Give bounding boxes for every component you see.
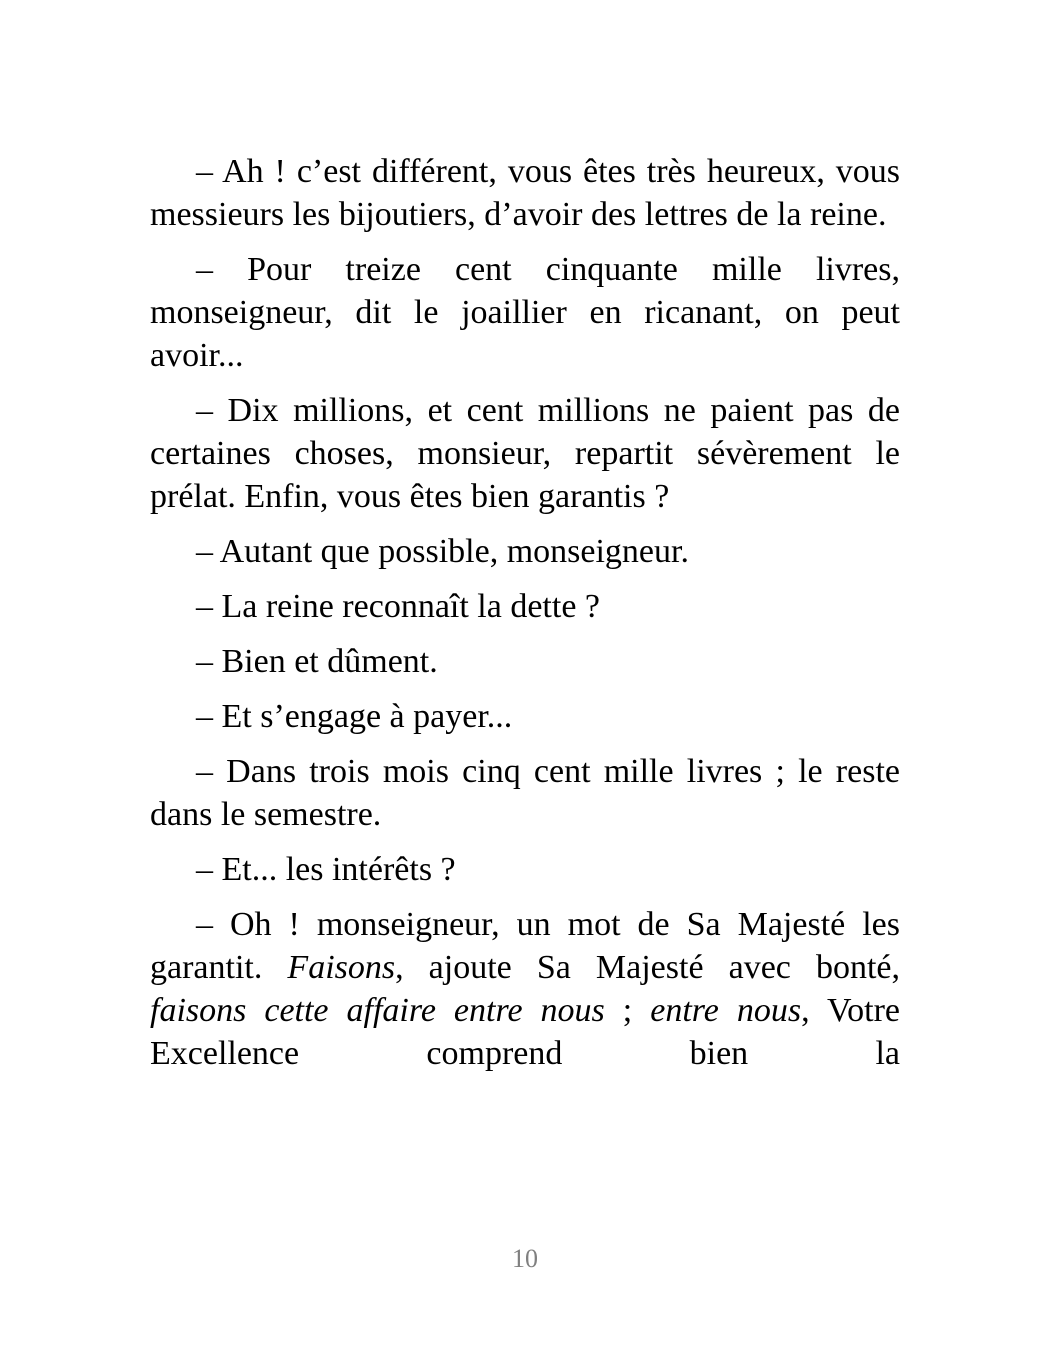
page-body	[150, 150, 900, 1087]
paragraph: – Ah ! c’est différent, vous êtes très heureux, vous messieurs les bijoutiers, d’avoir des lettres de la reine.	[150, 153, 900, 233]
paragraph: – Dix millions, et cent millions ne paient pas de certaines choses, monsieur, repartit sévèrement le prélat. Enfin, vous êtes bien garantis ?	[150, 392, 900, 515]
page-number: 10	[512, 1244, 538, 1273]
paragraph-last	[150, 903, 900, 1075]
text-segment: , ajoute Sa Majesté avec bonté,	[395, 949, 900, 986]
text-segment: , Votre Excellence comprend bien la	[150, 992, 900, 1072]
text-segment: ;	[604, 992, 651, 1029]
paragraph: – La reine reconnaît la dette ?	[196, 588, 600, 625]
paragraph: – Et... les intérêts ?	[196, 851, 456, 888]
paragraph: – Bien et dûment.	[196, 643, 438, 680]
paragraph: – Pour treize cent cinquante mille livres, monseigneur, dit le joaillier en ricanant, on peut avoir...	[150, 251, 900, 374]
text-segment: – Oh ! monseigneur, un mot de Sa Majesté les garantit.	[150, 906, 900, 986]
paragraph: – Et s’engage à payer...	[196, 698, 513, 735]
italic-segment: faisons cette affaire entre nous	[150, 992, 605, 1029]
italic-segment: Faisons	[287, 949, 396, 986]
italic-segment: entre nous	[650, 992, 802, 1029]
paragraph: – Dans trois mois cinq cent mille livres ; le reste dans le semestre.	[150, 753, 900, 833]
paragraph: – Autant que possible, monseigneur.	[196, 533, 689, 570]
